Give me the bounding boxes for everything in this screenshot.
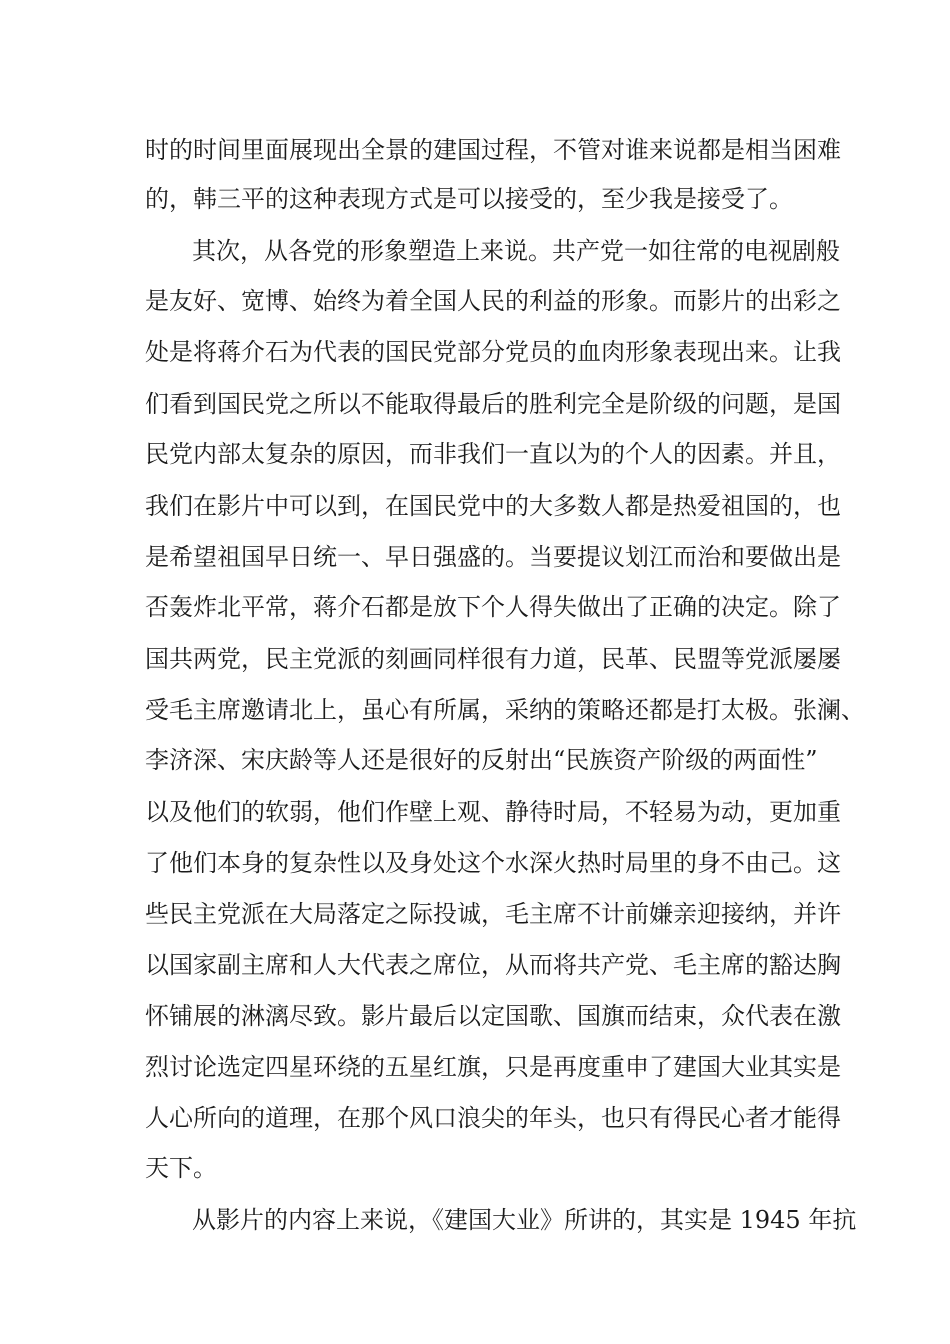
text-line: 的，韩三平的这种表现方式是可以接受的，至少我是接受了。 [145,185,793,213]
text-line: 烈讨论选定四星环绕的五星红旗，只是再度重申了建国大业其实是 [145,1053,841,1081]
text-line: 以及他们的软弱，他们作壁上观、静待时局，不轻易为动，更加重 [145,798,841,826]
text-line: 以国家副主席和人大代表之席位，从而将共产党、毛主席的豁达胸 [145,951,841,979]
text-line: 处是将蒋介石为代表的国民党部分党员的血肉形象表现出来。让我 [145,338,841,366]
text-line: 们看到国民党之所以不能取得最后的胜利完全是阶级的问题，是国 [145,390,841,418]
paragraph-start-line: 其次，从各党的形象塑造上来说。共产党一如往常的电视剧般 [192,237,840,265]
text-line: 受毛主席邀请北上，虽心有所属，采纳的策略还都是打太极。张澜、 [145,696,865,724]
text-line: 怀铺展的淋漓尽致。影片最后以定国歌、国旗而结束，众代表在激 [145,1002,841,1030]
text-line: 时的时间里面展现出全景的建国过程，不管对谁来说都是相当困难 [145,136,841,164]
text-line: 否轰炸北平常，蒋介石都是放下个人得失做出了正确的决定。除了 [145,593,841,621]
text-line: 人心所向的道理，在那个风口浪尖的年头，也只有得民心者才能得 [145,1104,841,1132]
text-line: 是希望祖国早日统一、早日强盛的。当要提议划江而治和要做出是 [145,543,841,571]
text-line: 民党内部太复杂的原因，而非我们一直以为的个人的因素。并且， [145,440,841,468]
text-line: 些民主党派在大局落定之际投诚，毛主席不计前嫌亲迎接纳，并许 [145,900,841,928]
paragraph-start-line: 从影片的内容上来说，《建国大业》所讲的，其实是 1945 年抗 [192,1206,857,1234]
text-line: 是友好、宽博、始终为着全国人民的利益的形象。而影片的出彩之 [145,287,841,315]
text-line: 李济深、宋庆龄等人还是很好的反射出“民族资产阶级的两面性” [145,746,818,774]
text-line: 我们在影片中可以到，在国民党中的大多数人都是热爱祖国的，也 [145,492,841,520]
text-line: 国共两党，民主党派的刻画同样很有力道，民革、民盟等党派屡屡 [145,645,841,673]
text-line: 了他们本身的复杂性以及身处这个水深火热时局里的身不由己。这 [145,849,841,877]
text-line: 天下。 [145,1154,217,1182]
